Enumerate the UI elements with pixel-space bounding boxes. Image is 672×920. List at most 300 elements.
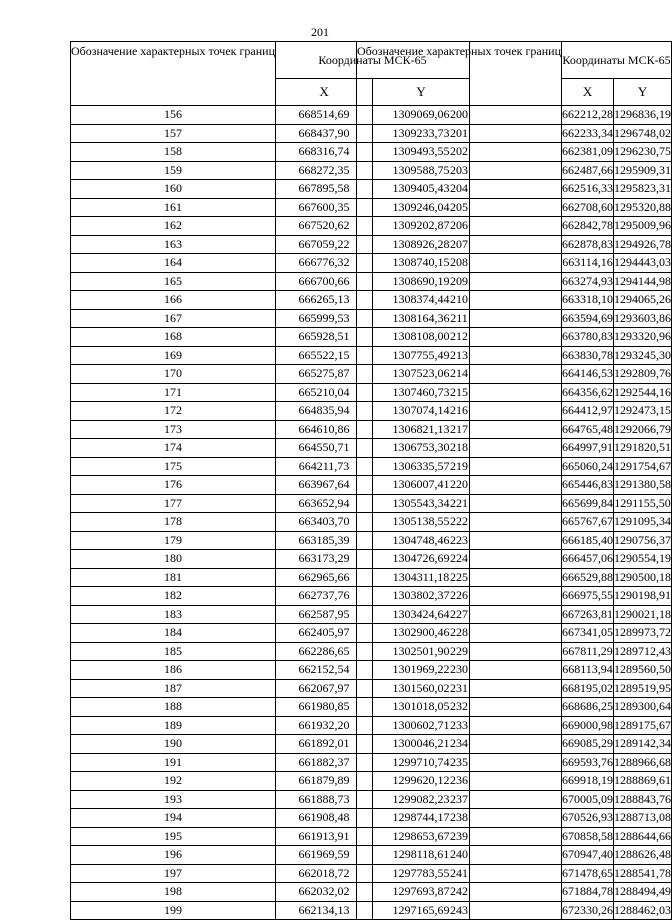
y-coordinate-cell: 1303802,37: [373, 587, 470, 606]
table-row: [357, 180, 672, 199]
point-number-cell: 159: [71, 161, 276, 180]
x-coordinate-cell: 663403,70: [276, 513, 373, 532]
point-number-cell: 237: [357, 790, 562, 809]
y-coordinate-cell: 1294065,26: [614, 291, 672, 310]
point-number-cell: 204: [357, 180, 562, 199]
y-coordinate-cell: 1295009,96: [614, 217, 672, 236]
x-coordinate-cell: 663652,94: [276, 494, 373, 513]
x-coordinate-cell: 666185,40: [562, 531, 614, 550]
x-coordinate-cell: 662587,95: [276, 605, 373, 624]
x-coordinate-cell: 662965,66: [276, 568, 373, 587]
x-coordinate-cell: 664550,71: [276, 439, 373, 458]
point-number-cell: 175: [71, 457, 276, 476]
point-number-cell: 206: [357, 217, 562, 236]
table-row: [357, 217, 672, 236]
y-coordinate-cell: 1306007,41: [373, 476, 470, 495]
x-coordinate-cell: 663173,29: [276, 550, 373, 569]
header-point-label: Обозначение характерных точек границ: [71, 42, 276, 106]
x-coordinate-cell: 661888,73: [276, 790, 373, 809]
table-row: [357, 716, 672, 735]
table-row: [357, 383, 672, 402]
x-coordinate-cell: 662516,33: [562, 180, 614, 199]
x-coordinate-cell: 664211,73: [276, 457, 373, 476]
x-coordinate-cell: 672330,26: [562, 901, 614, 920]
table-row: [357, 272, 672, 291]
y-coordinate-cell: 1293603,86: [614, 309, 672, 328]
header-x: X: [276, 79, 373, 106]
y-coordinate-cell: 1299620,12: [373, 772, 470, 791]
y-coordinate-cell: 1296836,19: [614, 106, 672, 125]
table-row: [357, 513, 672, 532]
point-number-cell: 218: [357, 439, 562, 458]
point-number-cell: 223: [357, 531, 562, 550]
point-number-cell: 205: [357, 198, 562, 217]
x-coordinate-cell: 664412,97: [562, 402, 614, 421]
point-number-cell: 192: [71, 772, 276, 791]
y-coordinate-cell: 1292473,15: [614, 402, 672, 421]
y-coordinate-cell: 1309202,87: [373, 217, 470, 236]
y-coordinate-cell: 1289519,95: [614, 679, 672, 698]
point-number-cell: 191: [71, 753, 276, 772]
point-number-cell: 229: [357, 642, 562, 661]
table-row: [357, 846, 672, 865]
x-coordinate-cell: 665210,04: [276, 383, 373, 402]
point-number-cell: 228: [357, 624, 562, 643]
y-coordinate-cell: 1308926,28: [373, 235, 470, 254]
header-x: X: [562, 79, 614, 106]
point-number-cell: 198: [71, 883, 276, 902]
y-coordinate-cell: 1297165,69: [373, 901, 470, 920]
y-coordinate-cell: 1307460,73: [373, 383, 470, 402]
x-coordinate-cell: 663185,39: [276, 531, 373, 550]
x-coordinate-cell: 662286,65: [276, 642, 373, 661]
y-coordinate-cell: 1309233,73: [373, 124, 470, 143]
point-number-cell: 238: [357, 809, 562, 828]
x-coordinate-cell: 663594,69: [562, 309, 614, 328]
y-coordinate-cell: 1299082,23: [373, 790, 470, 809]
x-coordinate-cell: 664997,91: [562, 439, 614, 458]
table-row: [357, 124, 672, 143]
y-coordinate-cell: 1309069,06: [373, 106, 470, 125]
point-number-cell: 203: [357, 161, 562, 180]
x-coordinate-cell: 669918,19: [562, 772, 614, 791]
point-number-cell: 227: [357, 605, 562, 624]
y-coordinate-cell: 1306335,57: [373, 457, 470, 476]
x-coordinate-cell: 662381,09: [562, 143, 614, 162]
point-number-cell: 232: [357, 698, 562, 717]
table-row: [357, 291, 672, 310]
x-coordinate-cell: 664765,48: [562, 420, 614, 439]
x-coordinate-cell: 669085,29: [562, 735, 614, 754]
table-row: [357, 809, 672, 828]
y-coordinate-cell: 1289973,72: [614, 624, 672, 643]
point-number-cell: 202: [357, 143, 562, 162]
point-number-cell: 187: [71, 679, 276, 698]
y-coordinate-cell: 1300046,21: [373, 735, 470, 754]
header-y: Y: [614, 79, 672, 106]
x-coordinate-cell: 666975,55: [562, 587, 614, 606]
x-coordinate-cell: 661913,91: [276, 827, 373, 846]
y-coordinate-cell: 1307523,06: [373, 365, 470, 384]
x-coordinate-cell: 669000,98: [562, 716, 614, 735]
y-coordinate-cell: 1303424,64: [373, 605, 470, 624]
y-coordinate-cell: 1289142,34: [614, 735, 672, 754]
point-number-cell: 226: [357, 587, 562, 606]
point-number-cell: 217: [357, 420, 562, 439]
point-number-cell: 240: [357, 846, 562, 865]
x-coordinate-cell: 667059,22: [276, 235, 373, 254]
point-number-cell: 184: [71, 624, 276, 643]
y-coordinate-cell: 1288869,61: [614, 772, 672, 791]
x-coordinate-cell: 671884,78: [562, 883, 614, 902]
x-coordinate-cell: 663274,93: [562, 272, 614, 291]
point-number-cell: 180: [71, 550, 276, 569]
point-number-cell: 207: [357, 235, 562, 254]
y-coordinate-cell: 1301018,05: [373, 698, 470, 717]
point-number-cell: 182: [71, 587, 276, 606]
table-row: [357, 494, 672, 513]
point-number-cell: 242: [357, 883, 562, 902]
y-coordinate-cell: 1308374,44: [373, 291, 470, 310]
x-coordinate-cell: 670526,93: [562, 809, 614, 828]
point-number-cell: 208: [357, 254, 562, 273]
point-number-cell: 234: [357, 735, 562, 754]
x-coordinate-cell: 662487,66: [562, 161, 614, 180]
point-number-cell: 176: [71, 476, 276, 495]
y-coordinate-cell: 1301560,02: [373, 679, 470, 698]
table-row: [357, 624, 672, 643]
y-coordinate-cell: 1297693,87: [373, 883, 470, 902]
table-row: [357, 420, 672, 439]
point-number-cell: 219: [357, 457, 562, 476]
point-number-cell: 167: [71, 309, 276, 328]
point-number-cell: 174: [71, 439, 276, 458]
point-number-cell: 157: [71, 124, 276, 143]
point-number-cell: 160: [71, 180, 276, 199]
x-coordinate-cell: 667263,81: [562, 605, 614, 624]
x-coordinate-cell: 666265,13: [276, 291, 373, 310]
x-coordinate-cell: 670858,58: [562, 827, 614, 846]
y-coordinate-cell: 1288966,68: [614, 753, 672, 772]
point-number-cell: 166: [71, 291, 276, 310]
y-coordinate-cell: 1294926,78: [614, 235, 672, 254]
y-coordinate-cell: 1298118,61: [373, 846, 470, 865]
y-coordinate-cell: 1307755,49: [373, 346, 470, 365]
y-coordinate-cell: 1288626,48: [614, 846, 672, 865]
point-number-cell: 230: [357, 661, 562, 680]
point-number-cell: 170: [71, 365, 276, 384]
table-row: [357, 790, 672, 809]
table-row: [357, 827, 672, 846]
table-row: [357, 605, 672, 624]
point-number-cell: 239: [357, 827, 562, 846]
point-number-cell: 222: [357, 513, 562, 532]
x-coordinate-cell: 662737,76: [276, 587, 373, 606]
point-number-cell: 211: [357, 309, 562, 328]
point-number-cell: 209: [357, 272, 562, 291]
y-coordinate-cell: 1289300,64: [614, 698, 672, 717]
table-row: [357, 679, 672, 698]
point-number-cell: 216: [357, 402, 562, 421]
x-coordinate-cell: 664356,62: [562, 383, 614, 402]
table-row: [357, 365, 672, 384]
point-number-cell: 195: [71, 827, 276, 846]
table-row: [357, 531, 672, 550]
table-row: [357, 346, 672, 365]
y-coordinate-cell: 1304748,46: [373, 531, 470, 550]
y-coordinate-cell: 1291820,51: [614, 439, 672, 458]
x-coordinate-cell: 664610,86: [276, 420, 373, 439]
y-coordinate-cell: 1301969,22: [373, 661, 470, 680]
y-coordinate-cell: 1290554,19: [614, 550, 672, 569]
x-coordinate-cell: 662212,28: [562, 106, 614, 125]
x-coordinate-cell: 667811,29: [562, 642, 614, 661]
point-number-cell: 190: [71, 735, 276, 754]
point-number-cell: 243: [357, 901, 562, 920]
x-coordinate-cell: 667520,62: [276, 217, 373, 236]
point-number-cell: 225: [357, 568, 562, 587]
point-number-cell: 172: [71, 402, 276, 421]
x-coordinate-cell: 661908,48: [276, 809, 373, 828]
point-number-cell: 201: [357, 124, 562, 143]
point-number-cell: 161: [71, 198, 276, 217]
x-coordinate-cell: 661969,59: [276, 846, 373, 865]
table-row: [357, 735, 672, 754]
y-coordinate-cell: 1305138,55: [373, 513, 470, 532]
point-number-cell: 224: [357, 550, 562, 569]
table-row: [357, 864, 672, 883]
table-row: [357, 550, 672, 569]
y-coordinate-cell: 1290756,37: [614, 531, 672, 550]
point-number-cell: 181: [71, 568, 276, 587]
point-number-cell: 179: [71, 531, 276, 550]
page-number: 201: [311, 25, 329, 39]
y-coordinate-cell: 1304311,18: [373, 568, 470, 587]
y-coordinate-cell: 1293245,30: [614, 346, 672, 365]
point-number-cell: 183: [71, 605, 276, 624]
table-row: [357, 753, 672, 772]
y-coordinate-cell: 1291095,34: [614, 513, 672, 532]
x-coordinate-cell: 663114,16: [562, 254, 614, 273]
y-coordinate-cell: 1309588,75: [373, 161, 470, 180]
point-number-cell: 156: [71, 106, 276, 125]
point-number-cell: 236: [357, 772, 562, 791]
x-coordinate-cell: 665060,24: [562, 457, 614, 476]
table-row: [357, 883, 672, 902]
x-coordinate-cell: 662032,02: [276, 883, 373, 902]
point-number-cell: 220: [357, 476, 562, 495]
x-coordinate-cell: 665999,53: [276, 309, 373, 328]
y-coordinate-cell: 1288713,08: [614, 809, 672, 828]
y-coordinate-cell: 1288644,66: [614, 827, 672, 846]
x-coordinate-cell: 663780,83: [562, 328, 614, 347]
x-coordinate-cell: 667600,35: [276, 198, 373, 217]
y-coordinate-cell: 1302501,90: [373, 642, 470, 661]
point-number-cell: 194: [71, 809, 276, 828]
point-number-cell: 212: [357, 328, 562, 347]
table-row: [357, 642, 672, 661]
x-coordinate-cell: 665275,87: [276, 365, 373, 384]
y-coordinate-cell: 1299710,74: [373, 753, 470, 772]
y-coordinate-cell: 1293320,96: [614, 328, 672, 347]
y-coordinate-cell: 1295909,31: [614, 161, 672, 180]
point-number-cell: 163: [71, 235, 276, 254]
x-coordinate-cell: 661932,20: [276, 716, 373, 735]
table-row: [357, 235, 672, 254]
y-coordinate-cell: 1292066,79: [614, 420, 672, 439]
y-coordinate-cell: 1304726,69: [373, 550, 470, 569]
point-number-cell: 177: [71, 494, 276, 513]
point-number-cell: 214: [357, 365, 562, 384]
y-coordinate-cell: 1295320,88: [614, 198, 672, 217]
x-coordinate-cell: 667341,05: [562, 624, 614, 643]
x-coordinate-cell: 671478,65: [562, 864, 614, 883]
x-coordinate-cell: 661882,37: [276, 753, 373, 772]
point-number-cell: 196: [71, 846, 276, 865]
point-number-cell: 173: [71, 420, 276, 439]
y-coordinate-cell: 1306821,13: [373, 420, 470, 439]
table-row: [357, 143, 672, 162]
x-coordinate-cell: 662708,60: [562, 198, 614, 217]
table-row: [357, 254, 672, 273]
y-coordinate-cell: 1305543,34: [373, 494, 470, 513]
table-row: [357, 198, 672, 217]
y-coordinate-cell: 1291380,58: [614, 476, 672, 495]
point-number-cell: 235: [357, 753, 562, 772]
x-coordinate-cell: 666700,66: [276, 272, 373, 291]
x-coordinate-cell: 666529,88: [562, 568, 614, 587]
x-coordinate-cell: 662018,72: [276, 864, 373, 883]
y-coordinate-cell: 1296748,02: [614, 124, 672, 143]
x-coordinate-cell: 670005,09: [562, 790, 614, 809]
y-coordinate-cell: 1306753,30: [373, 439, 470, 458]
y-coordinate-cell: 1294443,03: [614, 254, 672, 273]
y-coordinate-cell: 1309405,43: [373, 180, 470, 199]
table-row: [357, 476, 672, 495]
point-number-cell: 215: [357, 383, 562, 402]
y-coordinate-cell: 1290021,18: [614, 605, 672, 624]
y-coordinate-cell: 1309493,55: [373, 143, 470, 162]
y-coordinate-cell: 1307074,14: [373, 402, 470, 421]
y-coordinate-cell: 1288843,76: [614, 790, 672, 809]
table-row: [357, 661, 672, 680]
x-coordinate-cell: 666776,32: [276, 254, 373, 273]
table-row: [357, 772, 672, 791]
header-coordinates-group: Координаты МСК-65: [276, 42, 470, 79]
point-number-cell: 233: [357, 716, 562, 735]
x-coordinate-cell: 668272,35: [276, 161, 373, 180]
x-coordinate-cell: 661879,89: [276, 772, 373, 791]
x-coordinate-cell: 666457,06: [562, 550, 614, 569]
x-coordinate-cell: 668437,90: [276, 124, 373, 143]
point-number-cell: 193: [71, 790, 276, 809]
table-row: [357, 439, 672, 458]
y-coordinate-cell: 1294144,98: [614, 272, 672, 291]
x-coordinate-cell: 665767,67: [562, 513, 614, 532]
y-coordinate-cell: 1291754,67: [614, 457, 672, 476]
point-number-cell: 158: [71, 143, 276, 162]
y-coordinate-cell: 1290198,91: [614, 587, 672, 606]
x-coordinate-cell: 661980,85: [276, 698, 373, 717]
header-point-label: Обозначение характерных точек границ: [357, 42, 562, 106]
y-coordinate-cell: 1309246,04: [373, 198, 470, 217]
x-coordinate-cell: 668686,25: [562, 698, 614, 717]
y-coordinate-cell: 1308740,15: [373, 254, 470, 273]
point-number-cell: 164: [71, 254, 276, 273]
y-coordinate-cell: 1300602,71: [373, 716, 470, 735]
point-number-cell: 200: [357, 106, 562, 125]
point-number-cell: 189: [71, 716, 276, 735]
y-coordinate-cell: 1308108,00: [373, 328, 470, 347]
x-coordinate-cell: 662067,97: [276, 679, 373, 698]
table-row: [357, 568, 672, 587]
y-coordinate-cell: 1288494,49: [614, 883, 672, 902]
table-row: [357, 457, 672, 476]
point-number-cell: 171: [71, 383, 276, 402]
table-row: [357, 328, 672, 347]
y-coordinate-cell: 1291155,50: [614, 494, 672, 513]
point-number-cell: 186: [71, 661, 276, 680]
y-coordinate-cell: 1295823,31: [614, 180, 672, 199]
y-coordinate-cell: 1296230,75: [614, 143, 672, 162]
point-number-cell: 213: [357, 346, 562, 365]
x-coordinate-cell: 662134,13: [276, 901, 373, 920]
y-coordinate-cell: 1289560,50: [614, 661, 672, 680]
table-row: [357, 587, 672, 606]
y-coordinate-cell: 1297783,55: [373, 864, 470, 883]
y-coordinate-cell: 1298744,17: [373, 809, 470, 828]
y-coordinate-cell: 1290500,18: [614, 568, 672, 587]
y-coordinate-cell: 1292809,76: [614, 365, 672, 384]
x-coordinate-cell: 668113,94: [562, 661, 614, 680]
header-coordinates-group: Координаты МСК-65: [562, 42, 672, 79]
y-coordinate-cell: 1292544,16: [614, 383, 672, 402]
point-number-cell: 169: [71, 346, 276, 365]
point-number-cell: 185: [71, 642, 276, 661]
x-coordinate-cell: 662842,78: [562, 217, 614, 236]
x-coordinate-cell: 661892,01: [276, 735, 373, 754]
x-coordinate-cell: 665446,83: [562, 476, 614, 495]
point-number-cell: 165: [71, 272, 276, 291]
y-coordinate-cell: 1288541,78: [614, 864, 672, 883]
x-coordinate-cell: 668514,69: [276, 106, 373, 125]
y-coordinate-cell: 1308690,19: [373, 272, 470, 291]
x-coordinate-cell: 663967,64: [276, 476, 373, 495]
x-coordinate-cell: 662233,34: [562, 124, 614, 143]
coordinates-table-right: [356, 41, 672, 920]
x-coordinate-cell: 664835,94: [276, 402, 373, 421]
header-y: Y: [373, 79, 470, 106]
table-row: [357, 106, 672, 125]
x-coordinate-cell: 668195,02: [562, 679, 614, 698]
table-row: [357, 402, 672, 421]
point-number-cell: 221: [357, 494, 562, 513]
point-number-cell: 188: [71, 698, 276, 717]
x-coordinate-cell: 668316,74: [276, 143, 373, 162]
table-row: [357, 901, 672, 920]
point-number-cell: 168: [71, 328, 276, 347]
point-number-cell: 162: [71, 217, 276, 236]
x-coordinate-cell: 662405,97: [276, 624, 373, 643]
x-coordinate-cell: 663830,78: [562, 346, 614, 365]
x-coordinate-cell: 669593,76: [562, 753, 614, 772]
y-coordinate-cell: 1298653,67: [373, 827, 470, 846]
point-number-cell: 241: [357, 864, 562, 883]
x-coordinate-cell: 662152,54: [276, 661, 373, 680]
x-coordinate-cell: 665928,51: [276, 328, 373, 347]
x-coordinate-cell: 662878,83: [562, 235, 614, 254]
point-number-cell: 178: [71, 513, 276, 532]
